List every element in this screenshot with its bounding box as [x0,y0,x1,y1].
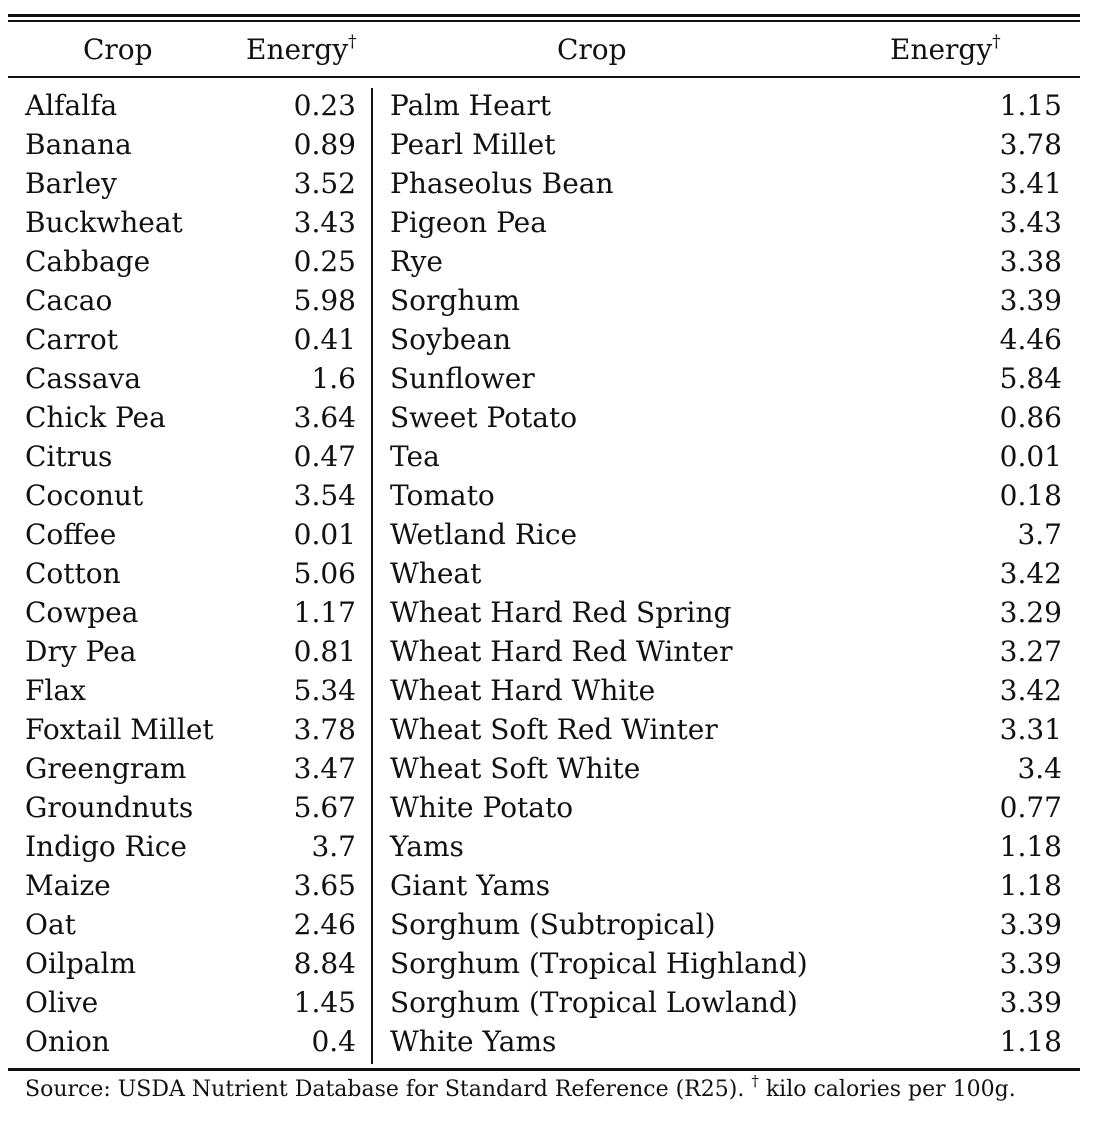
table-row [25,593,356,632]
energy-value: 0.47 [293,440,356,473]
energy-value: 3.65 [293,869,356,902]
table-row [25,125,356,164]
energy-value: 3.39 [999,284,1062,317]
table-row [390,125,1062,164]
crop-name: Oat [25,908,76,941]
table-row [390,554,1062,593]
energy-value: 0.89 [293,128,356,161]
table-row [390,398,1062,437]
crop-name: Dry Pea [25,635,137,668]
crop-name: Palm Heart [390,89,551,122]
table-row [390,281,1062,320]
energy-value: 1.45 [293,986,356,1019]
column-separator [371,88,373,1064]
crop-name: Wheat Hard Red Spring [390,596,732,629]
table-row [390,242,1062,281]
energy-value: 3.7 [1017,518,1062,551]
header-energy-right [890,30,1001,70]
table-bottom-rule [8,1068,1080,1071]
crop-name: Giant Yams [390,869,551,902]
energy-value: 3.27 [999,635,1062,668]
crop-name: Sunflower [390,362,535,395]
crop-name: Banana [25,128,132,161]
table-row [25,320,356,359]
crop-name: Carrot [25,323,118,356]
crop-name: Onion [25,1025,110,1058]
crop-name: Chick Pea [25,401,166,434]
table-row [390,632,1062,671]
energy-value: 5.98 [293,284,356,317]
header-energy-left-dagger: † [348,32,357,52]
energy-value: 3.29 [999,596,1062,629]
energy-value: 0.77 [999,791,1062,824]
crop-name: White Potato [390,791,574,824]
crop-name: Sorghum [390,284,520,317]
crop-name: Tomato [390,479,495,512]
energy-value: 3.43 [293,206,356,239]
table-row [25,515,356,554]
table-row [390,827,1062,866]
table-row [390,515,1062,554]
footnote-source: Source: USDA Nutrient Database for Standard Reference (R25). [25,1077,745,1102]
crop-name: White Yams [390,1025,557,1058]
crop-name: Coffee [25,518,117,551]
table-row [390,905,1062,944]
energy-value: 3.39 [999,986,1062,1019]
table-row [25,905,356,944]
energy-value: 4.46 [999,323,1062,356]
crop-name: Buckwheat [25,206,183,239]
energy-value: 1.15 [999,89,1062,122]
crop-name: Soybean [390,323,512,356]
energy-value: 0.86 [999,401,1062,434]
table-top-rule-thin [8,20,1080,22]
crop-name: Greengram [25,752,187,785]
crop-name: Rye [390,245,443,278]
table-row [25,632,356,671]
energy-value: 3.39 [999,908,1062,941]
table-row [25,671,356,710]
energy-value: 0.25 [293,245,356,278]
crop-name: Pigeon Pea [390,206,547,239]
table-row [390,203,1062,242]
energy-value: 0.41 [293,323,356,356]
table-row [390,749,1062,788]
table-row [25,983,356,1022]
table-row [25,866,356,905]
table-row [25,554,356,593]
header-energy-left-text: Energy [246,33,349,66]
crop-name: Cabbage [25,245,151,278]
table-row [25,203,356,242]
energy-value: 5.06 [293,557,356,590]
footnote-unit: kilo calories per 100g. [765,1077,1016,1102]
energy-value: 8.84 [293,947,356,980]
table-row [25,86,356,125]
table-row [25,1022,356,1061]
table-row [390,1022,1062,1061]
table-row [390,476,1062,515]
table-row [390,788,1062,827]
crop-name: Wheat Hard Red Winter [390,635,733,668]
table-row [25,944,356,983]
crop-name: Yams [390,830,464,863]
table-row [390,86,1062,125]
table-row [390,164,1062,203]
header-energy-left [246,30,357,70]
energy-value: 3.78 [999,128,1062,161]
table-row [25,359,356,398]
energy-value: 5.84 [999,362,1062,395]
crop-name: Sorghum (Subtropical) [390,908,716,941]
energy-value: 3.52 [293,167,356,200]
table-row [25,788,356,827]
table-row [390,671,1062,710]
header-rule [8,76,1080,78]
energy-value: 1.17 [293,596,356,629]
energy-value: 0.81 [293,635,356,668]
energy-value: 0.18 [999,479,1062,512]
crop-name: Cassava [25,362,142,395]
energy-value: 2.46 [293,908,356,941]
table-row [390,983,1062,1022]
table-row [390,437,1062,476]
energy-value: 3.38 [999,245,1062,278]
crop-name: Pearl Millet [390,128,556,161]
crop-name: Olive [25,986,99,1019]
table-row [25,476,356,515]
energy-value: 3.64 [293,401,356,434]
crop-name: Tea [390,440,440,473]
crop-name: Flax [25,674,86,707]
table-top-rule [8,14,1080,17]
table-row [25,164,356,203]
crop-name: Wheat Hard White [390,674,656,707]
energy-value: 3.4 [1017,752,1062,785]
header-crop-right [557,30,627,70]
table-row [25,437,356,476]
crop-name: Barley [25,167,117,200]
crop-name: Wheat [390,557,482,590]
table-row [390,710,1062,749]
crop-name: Oilpalm [25,947,136,980]
crop-name: Sorghum (Tropical Lowland) [390,986,798,1019]
energy-value: 3.47 [293,752,356,785]
table-row [390,866,1062,905]
energy-value: 1.6 [311,362,356,395]
header-energy-right-text: Energy [890,33,993,66]
header-crop-left [83,30,153,70]
energy-value: 3.41 [999,167,1062,200]
table-row [390,320,1062,359]
table-row [390,593,1062,632]
crop-name: Alfalfa [25,89,118,122]
table-row [25,827,356,866]
crop-name: Wetland Rice [390,518,578,551]
energy-value: 3.7 [311,830,356,863]
crop-name: Groundnuts [25,791,194,824]
table-row [390,944,1062,983]
table-row [390,359,1062,398]
energy-value: 3.42 [999,674,1062,707]
crop-name: Sorghum (Tropical Highland) [390,947,808,980]
table-row [25,749,356,788]
header-energy-right-dagger: † [992,32,1001,52]
footnote [25,1072,1016,1105]
crop-name: Cowpea [25,596,139,629]
left-column [25,86,356,1061]
crop-name: Foxtail Millet [25,713,214,746]
table-row [25,398,356,437]
energy-value: 3.39 [999,947,1062,980]
header-crop-right-text: Crop [557,33,627,66]
crop-name: Maize [25,869,111,902]
energy-value: 3.43 [999,206,1062,239]
right-column [390,86,1062,1061]
energy-value: 5.67 [293,791,356,824]
crop-name: Coconut [25,479,144,512]
energy-value: 3.78 [293,713,356,746]
energy-value: 1.18 [999,869,1062,902]
energy-value: 0.01 [999,440,1062,473]
energy-value: 1.18 [999,1025,1062,1058]
crop-name: Citrus [25,440,113,473]
energy-value: 1.18 [999,830,1062,863]
crop-name: Cotton [25,557,121,590]
crop-name: Wheat Soft White [390,752,641,785]
energy-value: 3.31 [999,713,1062,746]
table-row [25,281,356,320]
crop-name: Sweet Potato [390,401,578,434]
energy-value: 3.42 [999,557,1062,590]
crop-name: Indigo Rice [25,830,187,863]
energy-value: 0.4 [311,1025,356,1058]
energy-value: 0.23 [293,89,356,122]
energy-value: 0.01 [293,518,356,551]
table-row [25,242,356,281]
footnote-dagger: † [751,1072,759,1090]
energy-value: 3.54 [293,479,356,512]
crop-name: Wheat Soft Red Winter [390,713,718,746]
header-crop-left-text: Crop [83,33,153,66]
crop-name: Phaseolus Bean [390,167,614,200]
energy-value: 5.34 [293,674,356,707]
crop-name: Cacao [25,284,113,317]
table-row [25,710,356,749]
